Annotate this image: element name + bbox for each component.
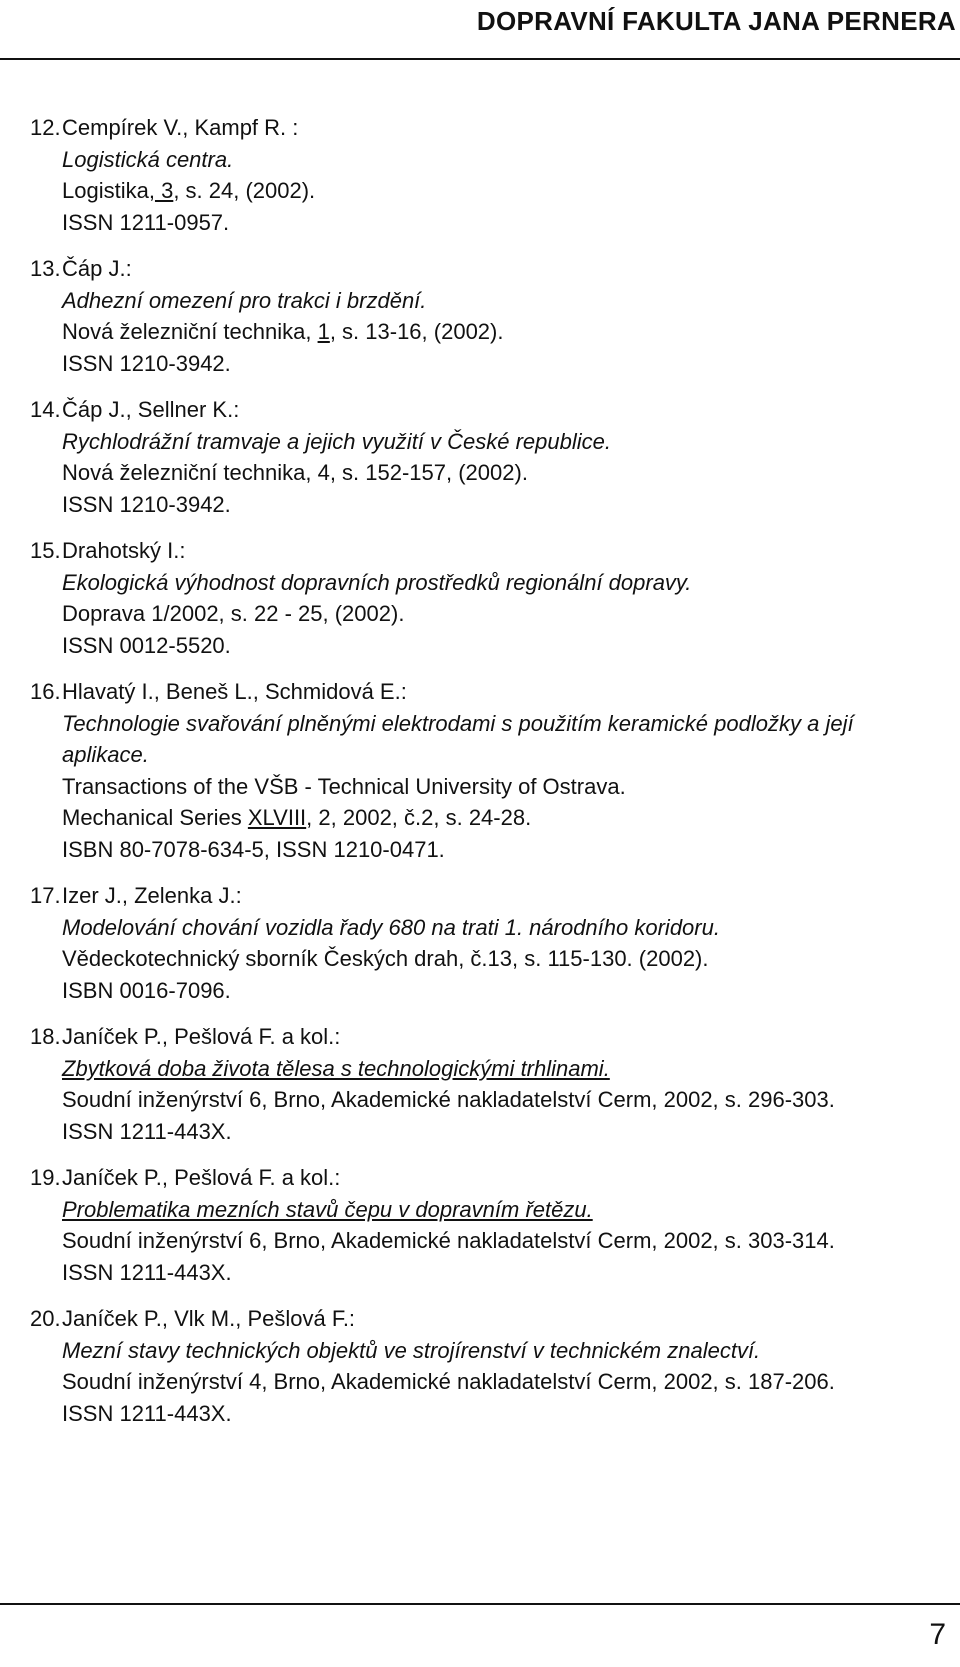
reference-source xyxy=(62,175,920,207)
reference-authors: Hlavatý I., Beneš L., Schmidová E.: xyxy=(62,679,407,704)
reference-issn: ISSN 1210-3942. xyxy=(62,491,231,517)
reference-source: Nová železniční technika, 4, s. 152-157, (2002). xyxy=(62,460,528,485)
reference-title: Rychlodrážní tramvaje a jejich využití v České republice. xyxy=(62,428,612,454)
reference-number: 20. xyxy=(30,1306,61,1331)
series-volume: XLVIII xyxy=(247,805,307,830)
reference-item-18 xyxy=(0,1021,960,1147)
reference-source: Doprava 1/2002, s. 22 - 25, (2002). xyxy=(62,601,405,626)
footer-divider xyxy=(0,1603,960,1605)
reference-issn: ISSN 1211-0957. xyxy=(62,209,230,235)
reference-number: 16. xyxy=(30,679,61,704)
source-pages: , s. 13-16, (2002). xyxy=(329,319,504,344)
reference-source: Soudní inženýrství 6, Brno, Akademické nakladatelství Cerm, 2002, s. 296-303. xyxy=(62,1087,835,1112)
series-text: Mechanical Series xyxy=(62,805,248,830)
reference-authors: Čáp J., Sellner K.: xyxy=(62,397,240,422)
reference-authors: Janíček P., Vlk M., Pešlová F.: xyxy=(62,1306,356,1331)
reference-series xyxy=(62,802,920,834)
reference-issn: ISSN 1210-3942. xyxy=(62,350,231,376)
reference-authors: Janíček P., Pešlová F. a kol.: xyxy=(62,1024,341,1049)
reference-list xyxy=(0,112,960,1444)
reference-title: Logistická centra. xyxy=(62,146,234,172)
reference-title: Ekologická výhodnost dopravních prostředků regionální dopravy. xyxy=(62,569,692,595)
reference-authors: Janíček P., Pešlová F. a kol.: xyxy=(62,1165,341,1190)
reference-number: 14. xyxy=(30,397,61,422)
reference-number: 12. xyxy=(30,115,61,140)
reference-source: Soudní inženýrství 6, Brno, Akademické nakladatelství Cerm, 2002, s. 303-314. xyxy=(62,1228,835,1253)
reference-issn: ISSN 1211-443X. xyxy=(62,1118,232,1144)
reference-title: Problematika mezních stavů čepu v dopravním řetězu. xyxy=(62,1196,593,1222)
reference-authors: Cempírek V., Kampf R. : xyxy=(62,115,299,140)
reference-issn: ISBN 0016-7096. xyxy=(62,977,231,1003)
reference-title: Modelování chování vozidla řady 680 na trati 1. národního koridoru. xyxy=(62,914,720,940)
reference-issn: ISSN 1211-443X. xyxy=(62,1400,232,1426)
source-volume: 3 xyxy=(154,178,174,203)
reference-number: 19. xyxy=(30,1165,61,1190)
reference-item-16 xyxy=(0,676,960,865)
reference-item-12 xyxy=(0,112,960,238)
reference-title: Adhezní omezení pro trakci i brzdění. xyxy=(62,287,427,313)
reference-item-15 xyxy=(0,535,960,661)
reference-number: 15. xyxy=(30,538,61,563)
source-volume: 1 xyxy=(317,319,330,344)
source-text: Logistika, xyxy=(62,178,155,203)
reference-issn: ISSN 1211-443X. xyxy=(62,1259,232,1285)
reference-item-14 xyxy=(0,394,960,520)
header-divider xyxy=(0,58,960,60)
page-header-title: DOPRAVNÍ FAKULTA JANA PERNERA xyxy=(476,6,956,36)
page-number: 7 xyxy=(929,1618,946,1651)
reference-number: 13. xyxy=(30,256,61,281)
series-pages: , 2, 2002, č.2, s. 24-28. xyxy=(306,805,532,830)
reference-item-13 xyxy=(0,253,960,379)
reference-title: Technologie svařování plněnými elektrodami s použitím keramické podložky a její aplikace. xyxy=(62,710,854,767)
reference-issn: ISSN 0012-5520. xyxy=(62,632,231,658)
reference-source xyxy=(62,316,920,348)
reference-source: Transactions of the VŠB - Technical University of Ostrava. xyxy=(62,773,626,799)
reference-number: 17. xyxy=(30,883,61,908)
reference-authors: Drahotský I.: xyxy=(62,538,186,563)
reference-authors: Izer J., Zelenka J.: xyxy=(62,883,242,908)
reference-number: 18. xyxy=(30,1024,61,1049)
reference-item-20 xyxy=(0,1303,960,1429)
reference-item-19 xyxy=(0,1162,960,1288)
reference-title: Mezní stavy technických objektů ve strojírenství v technickém znalectví. xyxy=(62,1337,761,1363)
source-pages: , s. 24, (2002). xyxy=(173,178,316,203)
source-text: Nová železniční technika, xyxy=(62,319,318,344)
reference-source: Vědeckotechnický sborník Českých drah, č.13, s. 115-130. (2002). xyxy=(62,946,709,971)
reference-authors: Čáp J.: xyxy=(62,256,132,281)
reference-issn: ISBN 80-7078-634-5, ISSN 1210-0471. xyxy=(62,836,445,862)
reference-item-17 xyxy=(0,880,960,1006)
reference-source: Soudní inženýrství 4, Brno, Akademické nakladatelství Cerm, 2002, s. 187-206. xyxy=(62,1369,835,1394)
reference-title: Zbytková doba života tělesa s technologickými trhlinami. xyxy=(62,1055,610,1081)
